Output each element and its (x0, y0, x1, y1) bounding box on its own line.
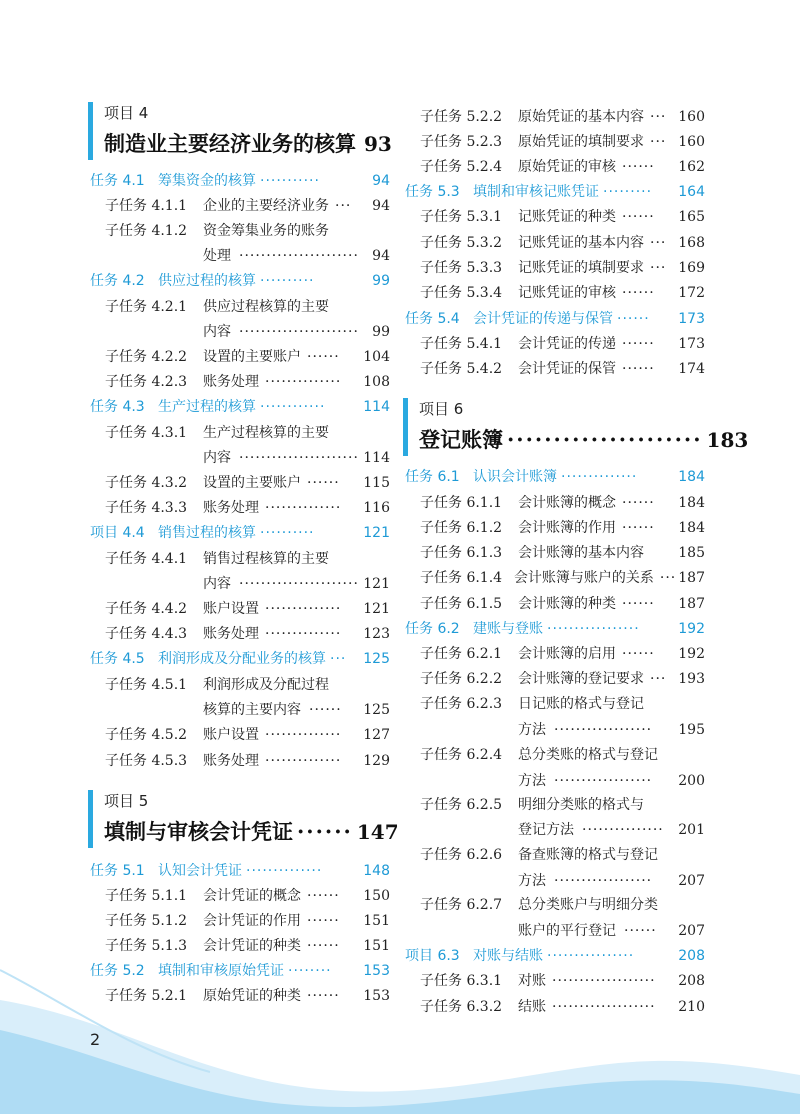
subtask-row (420, 668, 705, 690)
leader-dots: ········ (288, 963, 332, 979)
project-title-row (104, 816, 399, 846)
subtask-title: 原始凭证的填制要求 (518, 134, 644, 150)
subtask-number: 子任务 4.3.1 (105, 425, 188, 441)
leader-dots: ··· (650, 235, 667, 251)
subtask-title: 会计凭证的种类 (203, 938, 301, 954)
leader-dots: ······ (624, 923, 657, 939)
subtask-row (420, 257, 705, 279)
subtask-title: 账务处理 (203, 753, 259, 769)
page-ref: 94 (372, 198, 390, 214)
subtask-title: 记账凭证的审核 (518, 285, 616, 301)
page-ref: 207 (678, 923, 705, 939)
page-ref: 208 (678, 948, 705, 964)
subtask-continuation-row (203, 699, 390, 721)
leader-dots: ················ (547, 948, 635, 964)
task-row (90, 648, 390, 670)
page-ref: 169 (678, 260, 705, 276)
leader-dots: ······ (622, 646, 655, 662)
page-ref: 185 (678, 545, 705, 561)
project-accent-bar (403, 398, 408, 456)
subtask-row (420, 156, 705, 178)
page-ref: 210 (678, 999, 705, 1015)
leader-dots: ······ (307, 938, 340, 954)
subtask-title: 资金筹集业务的账务 (203, 223, 329, 239)
leader-dots: ·············· (265, 727, 342, 743)
task-row (90, 170, 390, 192)
subtask-title: 销售过程核算的主要 (203, 551, 329, 567)
subtask-number: 子任务 4.4.3 (105, 626, 188, 642)
page-ref: 127 (363, 727, 390, 743)
subtask-number: 子任务 5.1.2 (105, 913, 188, 929)
subtask-row (105, 935, 390, 957)
leader-dots: ·········· (260, 525, 315, 541)
task-number: 任务 5.4 (405, 311, 460, 327)
leader-dots: ······ (307, 988, 340, 1004)
page-ref: 200 (678, 773, 705, 789)
leader-dots: ··· (650, 109, 667, 125)
subtask-continuation-row (203, 447, 390, 469)
task-title: 对账与结账 (473, 948, 543, 964)
subtask-number: 子任务 4.5.1 (105, 677, 188, 693)
project-label: 项目 6 (419, 400, 464, 418)
subtask-continuation-row (203, 573, 390, 595)
subtask-title: 设置的主要账户 (203, 349, 301, 365)
page-ref: 207 (678, 873, 705, 889)
leader-dots: ·············· (265, 753, 342, 769)
page-ref: 115 (363, 475, 390, 491)
subtask-number: 子任务 4.1.2 (105, 223, 188, 239)
subtask-row (420, 693, 705, 715)
leader-dots: ··· (650, 671, 667, 687)
subtask-continuation-row (203, 245, 390, 267)
task-number: 任务 6.1 (405, 469, 460, 485)
page-ref: 116 (363, 500, 390, 516)
leader-dots: ······ (307, 913, 340, 929)
leader-dots: ······ (307, 475, 340, 491)
task-title: 供应过程的核算 (158, 273, 256, 289)
subtask-title-cont: 内容 (203, 450, 231, 466)
subtask-number: 子任务 6.1.1 (420, 495, 503, 511)
subtask-row (105, 910, 390, 932)
task-number: 项目 6.3 (405, 948, 460, 964)
page-ref: 187 (678, 596, 705, 612)
subtask-number: 子任务 6.3.1 (420, 973, 503, 989)
task-number: 任务 5.1 (90, 863, 145, 879)
project-title-row (419, 424, 749, 454)
page-ref: 187 (678, 570, 705, 586)
project-title: 填制与审核会计凭证 (104, 820, 293, 844)
subtask-number: 子任务 5.2.3 (420, 134, 503, 150)
page-ref: 153 (363, 988, 390, 1004)
task-row (405, 181, 705, 203)
task-title: 认识会计账簿 (473, 469, 557, 485)
page-ref: 168 (678, 235, 705, 251)
subtask-continuation-row (518, 920, 705, 942)
page-ref: 121 (363, 601, 390, 617)
leader-dots: ······ (622, 495, 655, 511)
project-label: 项目 5 (104, 792, 149, 810)
page-ref: 99 (372, 273, 390, 289)
page-ref: 104 (363, 349, 390, 365)
leader-dots: ·············· (265, 374, 342, 390)
page-ref: 162 (678, 159, 705, 175)
subtask-title: 会计账簿的启用 (518, 646, 616, 662)
leader-dots: ·············· (561, 469, 638, 485)
subtask-number: 子任务 6.3.2 (420, 999, 503, 1015)
project-title: 登记账簿 (419, 428, 503, 452)
page-ref: 172 (678, 285, 705, 301)
leader-dots: ·················· (554, 873, 653, 889)
page-ref: 151 (363, 938, 390, 954)
subtask-title: 结账 (518, 999, 546, 1015)
leader-dots: ······ (617, 311, 650, 327)
page-ref: 184 (678, 469, 705, 485)
page-ref: 121 (363, 525, 390, 541)
project-accent-bar (88, 102, 93, 160)
subtask-row (420, 794, 705, 816)
subtask-title: 会计账簿的概念 (518, 495, 616, 511)
page-ref: 94 (372, 248, 390, 264)
page-ref: 174 (678, 361, 705, 377)
page-ref: 173 (678, 336, 705, 352)
leader-dots: ·················· (554, 773, 653, 789)
page-ref: 99 (372, 324, 390, 340)
subtask-number: 子任务 4.3.3 (105, 500, 188, 516)
subtask-number: 子任务 6.1.4 (420, 570, 503, 586)
subtask-title-cont: 方法 (518, 773, 546, 789)
leader-dots: ·············· (265, 500, 342, 516)
subtask-title: 账务处理 (203, 374, 259, 390)
leader-dots: ······ (622, 361, 655, 377)
page-ref: 160 (678, 134, 705, 150)
subtask-number: 子任务 6.1.2 (420, 520, 503, 536)
subtask-row (105, 472, 390, 494)
leader-dots: ·············· (265, 601, 342, 617)
subtask-row (105, 623, 390, 645)
page-ref: 129 (363, 753, 390, 769)
subtask-row (420, 232, 705, 254)
subtask-title: 总分类账的格式与登记 (518, 747, 658, 763)
leader-dots: ··· (650, 260, 667, 276)
subtask-number: 子任务 4.3.2 (105, 475, 188, 491)
task-title: 利润形成及分配业务的核算 (158, 651, 326, 667)
subtask-title-cont: 内容 (203, 324, 231, 340)
subtask-number: 子任务 5.1.1 (105, 888, 188, 904)
page-ref: 147 (356, 820, 399, 844)
leader-dots: ··············· (582, 822, 664, 838)
page-ref: 150 (363, 888, 390, 904)
subtask-title: 备查账簿的格式与登记 (518, 847, 658, 863)
task-row (405, 618, 705, 640)
subtask-row (420, 282, 705, 304)
subtask-row (105, 724, 390, 746)
task-row (90, 522, 390, 544)
subtask-row (420, 106, 705, 128)
page-ref: 148 (363, 863, 390, 879)
subtask-title: 账户设置 (203, 727, 259, 743)
subtask-number: 子任务 6.1.5 (420, 596, 503, 612)
subtask-title: 原始凭证的种类 (203, 988, 301, 1004)
page-ref: 93 (364, 132, 392, 156)
subtask-number: 子任务 6.2.5 (420, 797, 503, 813)
subtask-title-cont: 方法 (518, 722, 546, 738)
task-title: 销售过程的核算 (158, 525, 256, 541)
subtask-row (105, 296, 390, 318)
subtask-continuation-row (518, 870, 705, 892)
subtask-title: 会计账簿与账户的关系 (513, 570, 654, 586)
subtask-number: 子任务 4.2.2 (105, 349, 188, 365)
subtask-number: 子任务 4.4.1 (105, 551, 188, 567)
leader-dots: ······ (622, 520, 655, 536)
project-accent-bar (88, 790, 93, 848)
leader-dots: ··················· (552, 999, 656, 1015)
task-title: 生产过程的核算 (158, 399, 256, 415)
page-ref: 153 (363, 963, 390, 979)
page-ref: 173 (678, 311, 705, 327)
leader-dots: ······ (622, 336, 655, 352)
leader-dots: ······ (307, 888, 340, 904)
subtask-number: 子任务 6.2.6 (420, 847, 503, 863)
subtask-number: 子任务 6.2.4 (420, 747, 503, 763)
task-number: 任务 6.2 (405, 621, 460, 637)
task-title: 会计凭证的传递与保管 (473, 311, 613, 327)
task-row (90, 396, 390, 418)
project-label: 项目 4 (104, 104, 149, 122)
subtask-title-cont: 处理 (203, 248, 231, 264)
subtask-number: 子任务 5.3.3 (420, 260, 503, 276)
subtask-title: 记账凭证的基本内容 (518, 235, 644, 251)
subtask-row (105, 750, 390, 772)
task-number: 项目 4.4 (90, 525, 145, 541)
subtask-title-cont: 内容 (203, 576, 231, 592)
subtask-continuation-row (203, 321, 390, 343)
task-number: 任务 5.2 (90, 963, 145, 979)
page-ref: 195 (678, 722, 705, 738)
subtask-continuation-row (518, 719, 705, 741)
leader-dots: ··· (650, 134, 667, 150)
page-ref: 123 (363, 626, 390, 642)
subtask-number: 子任务 5.2.1 (105, 988, 188, 1004)
subtask-title: 会计凭证的作用 (203, 913, 301, 929)
subtask-number: 子任务 4.2.3 (105, 374, 188, 390)
leader-dots: ········· (603, 184, 653, 200)
leader-dots: ······ (309, 702, 342, 718)
page-ref: 125 (363, 702, 390, 718)
page-ref: 160 (678, 109, 705, 125)
subtask-title: 会计凭证的传递 (518, 336, 616, 352)
leader-dots: ·················· (554, 722, 653, 738)
subtask-number: 子任务 4.2.1 (105, 299, 188, 315)
leader-dots: ······················ (239, 576, 359, 592)
page-ref: 121 (363, 576, 390, 592)
subtask-title: 会计凭证的保管 (518, 361, 616, 377)
subtask-number: 子任务 5.1.3 (105, 938, 188, 954)
subtask-row (420, 517, 705, 539)
subtask-number: 子任务 6.2.7 (420, 897, 503, 913)
subtask-title-cont: 登记方法 (518, 822, 574, 838)
subtask-number: 子任务 5.2.2 (420, 109, 503, 125)
leader-dots: ······ (297, 819, 353, 844)
subtask-continuation-row (518, 770, 705, 792)
leader-dots: ··· (659, 570, 677, 586)
task-title: 建账与登账 (473, 621, 543, 637)
subtask-title: 供应过程核算的主要 (203, 299, 329, 315)
page-ref: 192 (678, 621, 705, 637)
task-title: 筹集资金的核算 (158, 173, 256, 189)
subtask-number: 子任务 5.3.4 (420, 285, 503, 301)
subtask-number: 子任务 6.1.3 (420, 545, 503, 561)
subtask-row (420, 567, 705, 589)
subtask-title-cont: 核算的主要内容 (203, 702, 301, 718)
task-number: 任务 4.3 (90, 399, 145, 415)
subtask-title-cont: 账户的平行登记 (518, 923, 616, 939)
leader-dots: ······ (622, 209, 655, 225)
subtask-title: 账务处理 (203, 626, 259, 642)
subtask-continuation-row (518, 819, 705, 841)
subtask-title: 记账凭证的填制要求 (518, 260, 644, 276)
page-ref: 193 (678, 671, 705, 687)
leader-dots: ··········· (260, 173, 320, 189)
subtask-row (105, 220, 390, 242)
subtask-number: 子任务 6.2.1 (420, 646, 503, 662)
subtask-title: 利润形成及分配过程 (203, 677, 329, 693)
task-title: 填制和审核原始凭证 (158, 963, 284, 979)
page-ref: 192 (678, 646, 705, 662)
leader-dots: ······················ (239, 324, 359, 340)
subtask-row (105, 674, 390, 696)
subtask-title: 明细分类账的格式与 (518, 797, 644, 813)
subtask-number: 子任务 6.2.2 (420, 671, 503, 687)
subtask-row (105, 346, 390, 368)
page-ref: 164 (678, 184, 705, 200)
subtask-row (420, 542, 705, 564)
subtask-title: 企业的主要经济业务 (203, 198, 329, 214)
task-row (90, 270, 390, 292)
subtask-row (105, 548, 390, 570)
leader-dots: ······ (622, 159, 655, 175)
page-number: 2 (90, 1030, 101, 1049)
subtask-number: 子任务 4.4.2 (105, 601, 188, 617)
subtask-title: 对账 (518, 973, 546, 989)
leader-dots: ····················· (507, 427, 703, 452)
leader-dots: ·············· (246, 863, 323, 879)
task-row (90, 860, 390, 882)
subtask-title: 日记账的格式与登记 (518, 696, 644, 712)
subtask-row (420, 206, 705, 228)
subtask-row (420, 492, 705, 514)
subtask-title: 会计账簿的登记要求 (518, 671, 644, 687)
subtask-row (420, 744, 705, 766)
subtask-number: 子任务 5.3.1 (420, 209, 503, 225)
leader-dots: ······················ (239, 248, 359, 264)
subtask-title: 会计账簿的种类 (518, 596, 616, 612)
leader-dots: ··················· (552, 973, 656, 989)
subtask-row (105, 195, 390, 217)
subtask-number: 子任务 5.4.1 (420, 336, 503, 352)
subtask-number: 子任务 6.2.3 (420, 696, 503, 712)
subtask-number: 子任务 4.1.1 (105, 198, 188, 214)
decorative-wave (0, 960, 800, 1114)
leader-dots: ············ (260, 399, 326, 415)
subtask-title: 生产过程核算的主要 (203, 425, 329, 441)
subtask-title: 总分类账户与明细分类 (518, 897, 658, 913)
subtask-number: 子任务 4.5.3 (105, 753, 188, 769)
page-ref: 201 (678, 822, 705, 838)
task-number: 任务 4.2 (90, 273, 145, 289)
leader-dots: ······ (307, 349, 340, 365)
page-ref: 184 (678, 520, 705, 536)
page-ref: 114 (363, 399, 390, 415)
task-title: 填制和审核记账凭证 (473, 184, 599, 200)
leader-dots: ······ (622, 285, 655, 301)
subtask-title: 设置的主要账户 (203, 475, 301, 491)
task-number: 任务 4.1 (90, 173, 145, 189)
subtask-number: 子任务 5.2.4 (420, 159, 503, 175)
task-number: 任务 4.5 (90, 651, 145, 667)
leader-dots: ·············· (265, 626, 342, 642)
leader-dots: ··· (330, 651, 347, 667)
task-number: 任务 5.3 (405, 184, 460, 200)
page-ref: 125 (363, 651, 390, 667)
subtask-title: 会计账簿的作用 (518, 520, 616, 536)
subtask-row (420, 894, 705, 916)
subtask-row (420, 358, 705, 380)
page-ref: 208 (678, 973, 705, 989)
subtask-title: 原始凭证的基本内容 (518, 109, 644, 125)
project-title-row (104, 128, 390, 158)
page-ref: 165 (678, 209, 705, 225)
subtask-row (420, 643, 705, 665)
subtask-row (105, 598, 390, 620)
leader-dots: ······················ (239, 450, 359, 466)
page-ref: 94 (372, 173, 390, 189)
leader-dots: ······ (622, 596, 655, 612)
subtask-title: 会计凭证的概念 (203, 888, 301, 904)
subtask-title: 原始凭证的审核 (518, 159, 616, 175)
subtask-title-cont: 方法 (518, 873, 546, 889)
subtask-title: 会计账簿的基本内容 (518, 545, 644, 561)
leader-dots: ··· (335, 198, 352, 214)
subtask-row (420, 333, 705, 355)
page-ref: 108 (363, 374, 390, 390)
subtask-title: 记账凭证的种类 (518, 209, 616, 225)
subtask-row (105, 371, 390, 393)
task-row (405, 308, 705, 330)
page-ref: 183 (706, 428, 749, 452)
subtask-number: 子任务 5.3.2 (420, 235, 503, 251)
subtask-row (420, 593, 705, 615)
page-ref: 151 (363, 913, 390, 929)
subtask-title: 账户设置 (203, 601, 259, 617)
subtask-row (105, 885, 390, 907)
subtask-row (105, 422, 390, 444)
leader-dots: ················· (547, 621, 640, 637)
leader-dots: ·········· (260, 273, 315, 289)
subtask-row (420, 131, 705, 153)
subtask-title: 账务处理 (203, 500, 259, 516)
subtask-number: 子任务 4.5.2 (105, 727, 188, 743)
project-title: 制造业主要经济业务的核算 (104, 132, 356, 156)
page-ref: 184 (678, 495, 705, 511)
subtask-number: 子任务 5.4.2 (420, 361, 503, 377)
task-row (405, 466, 705, 488)
task-title: 认知会计凭证 (158, 863, 242, 879)
subtask-row (105, 497, 390, 519)
page-ref: 114 (363, 450, 390, 466)
subtask-row (420, 844, 705, 866)
